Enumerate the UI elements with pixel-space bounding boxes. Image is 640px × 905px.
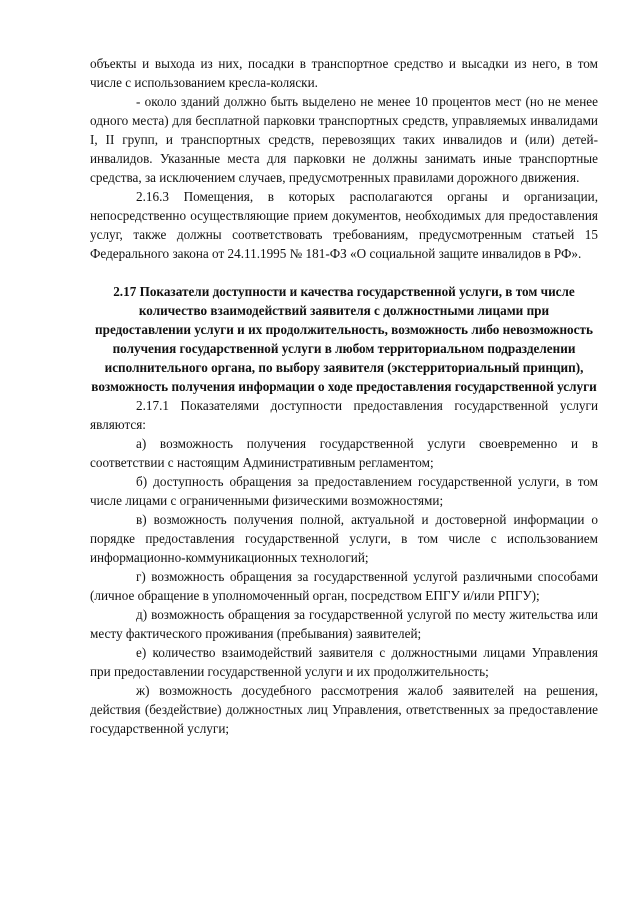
list-item-v: в) возможность получения полной, актуальной и достоверной информации о порядке предоставления государственной услуги, в том числе с использованием информационно-коммуникационных технологий; — [90, 512, 598, 565]
document-page — [90, 54, 598, 738]
list-item-g: г) возможность обращения за государственной услугой различными способами (личное обращение в уполномоченный орган, посредством ЕПГУ и/или РПГУ); — [90, 569, 598, 603]
section-lead: 2.17.1 Показателями доступности предоставления государственной услуги являются: — [90, 398, 598, 432]
list-item-e: е) количество взаимодействий заявителя с должностными лицами Управления при предоставлении государственной услуги и их продолжительность; — [90, 645, 598, 679]
list-item-b: б) доступность обращения за предоставлением государственной услуги, в том числе лицами с ограниченными физическими возможностями; — [90, 474, 598, 508]
intro-paragraph-2: - около зданий должно быть выделено не менее 10 процентов мест (но не менее одного места) для бесплатной парковки транспортных средств, управляемых инвалидами I, II групп, и транспортных средств, перевозящих таких инвалидов и (или) детей-инвалидов. Указанные места для парковки не должны занимать иные транспортные средства, за исключением случаев, предусмотренных правилами дорожного движения. — [90, 94, 598, 185]
list-item-zh: ж) возможность досудебного рассмотрения жалоб заявителей на решения, действия (бездействие) должностных лиц Управления, ответственных за предоставление государственной услуги; — [90, 683, 598, 736]
spacer — [90, 263, 598, 282]
intro-paragraph-1: объекты и выхода из них, посадки в транспортное средство и высадки из него, в том числе с использованием кресла-коляски. — [90, 56, 598, 90]
section-heading: 2.17 Показатели доступности и качества государственной услуги, в том числе количество взаимодействий заявителя с должностными лицами при предоставлении услуги и их продолжительность, возможность либо невозможность получения государственной услуги в любом территориальном подразделении исполнительного органа, по выбору заявителя (экстерриториальный принцип), возможность получения информации о ходе предоставления государственной услуги — [91, 284, 597, 394]
intro-paragraph-3: 2.16.3 Помещения, в которых располагаются органы и организации, непосредственно осуществляющие прием документов, необходимых для предоставления услуг, также должны соответствовать требованиям, предусмотренным статьей 15 Федерального закона от 24.11.1995 № 181-ФЗ «О социальной защите инвалидов в РФ». — [90, 189, 598, 261]
list-item-d: д) возможность обращения за государственной услугой по месту жительства или месту фактического проживания (пребывания) заявителей; — [90, 607, 598, 641]
list-item-a: а) возможность получения государственной услуги своевременно и в соответствии с настоящим Административным регламентом; — [90, 436, 598, 470]
